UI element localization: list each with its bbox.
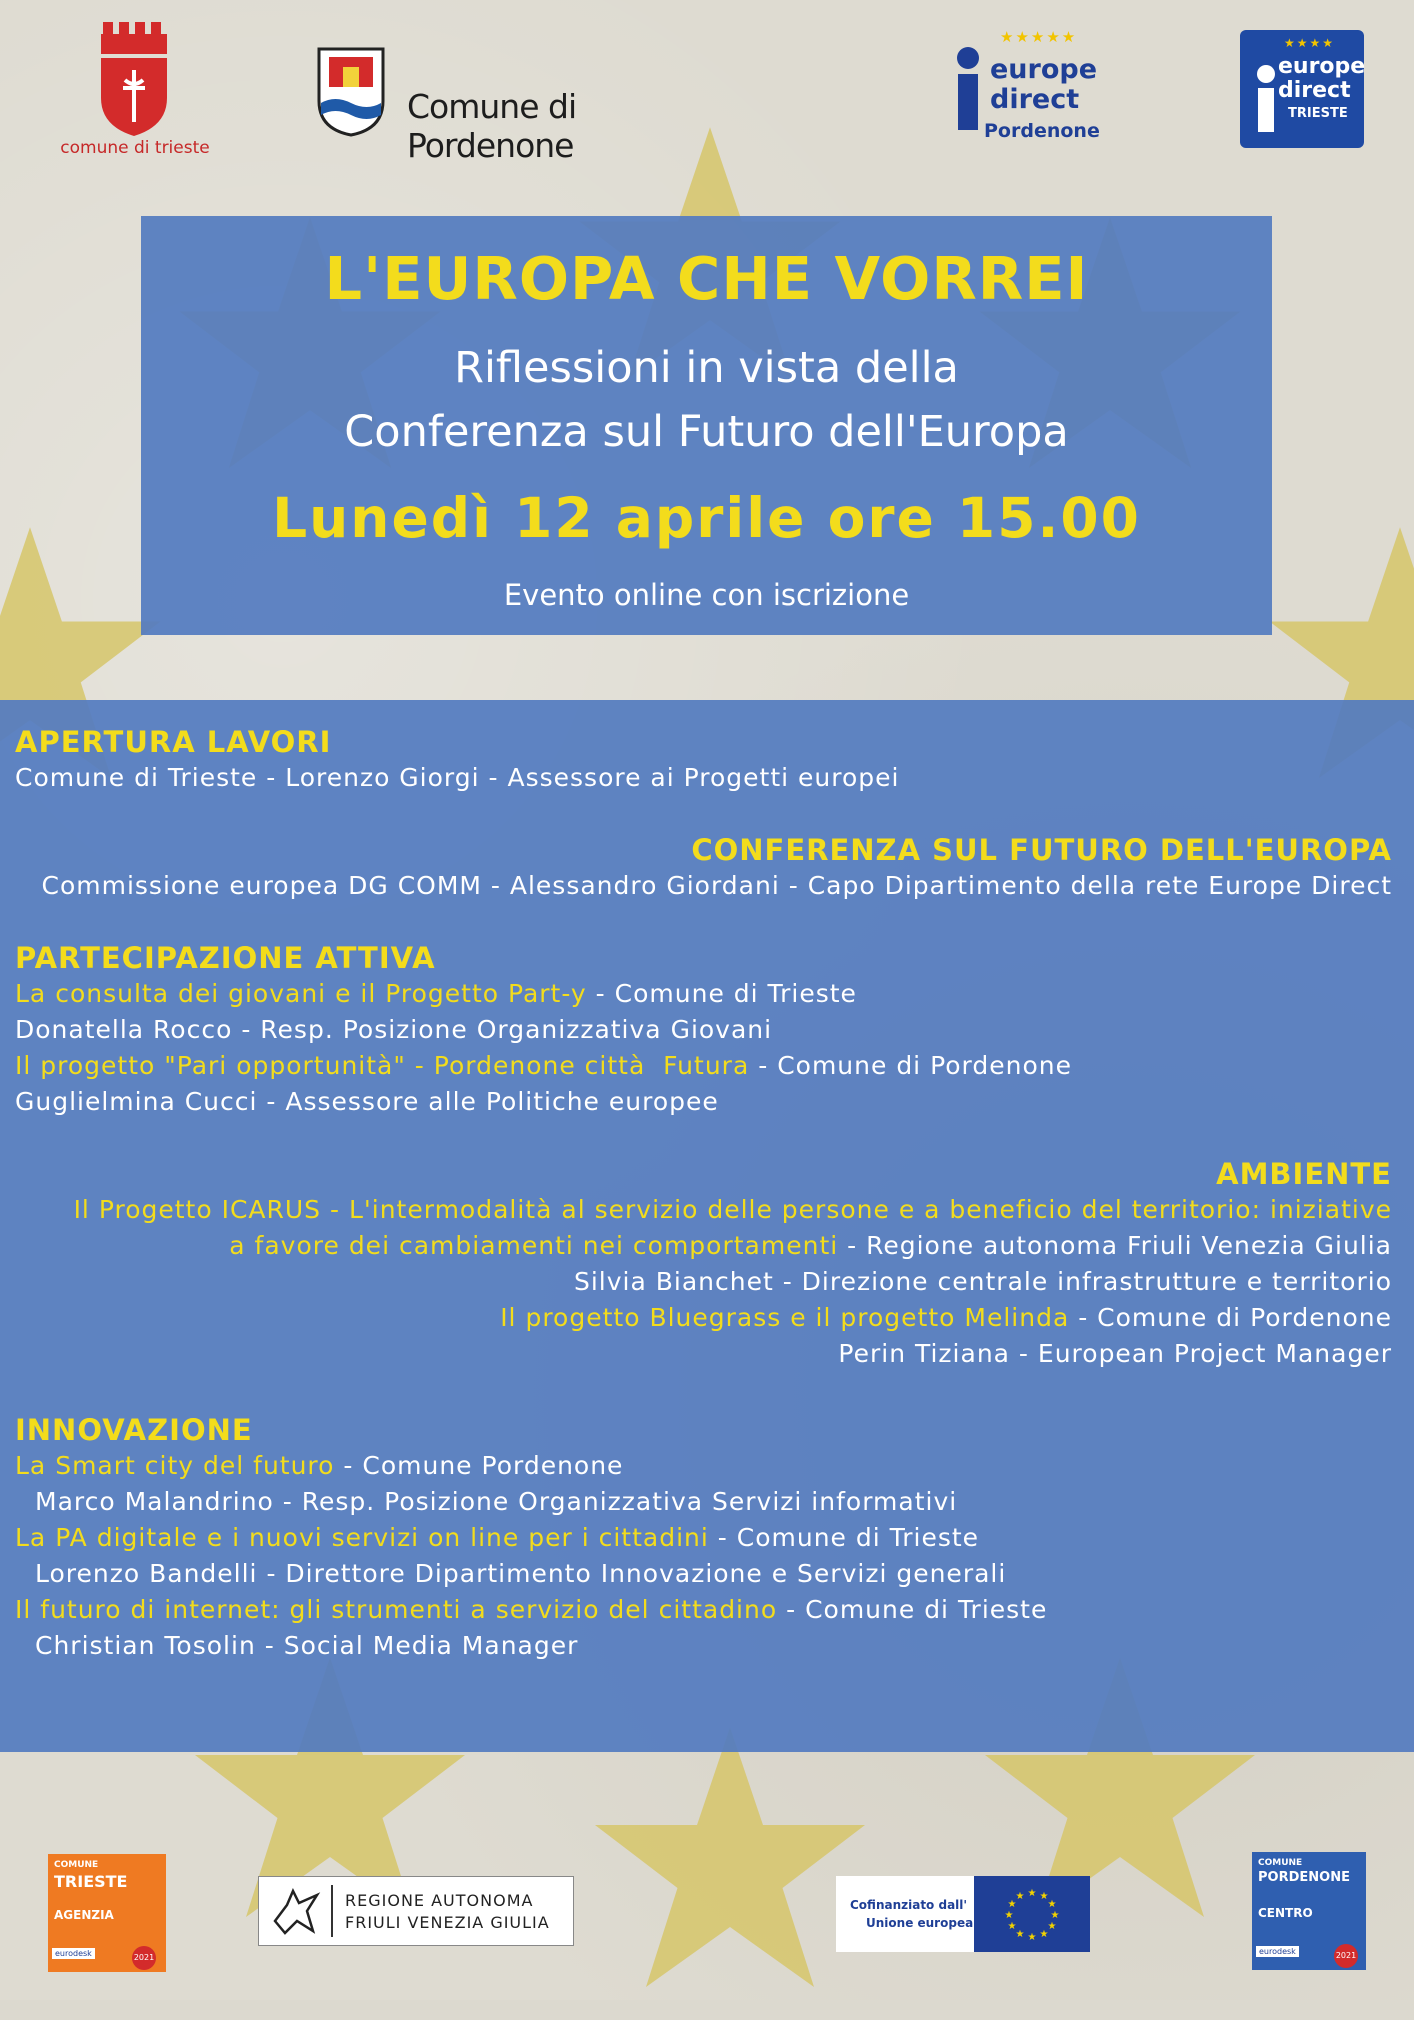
item-title: La consulta dei giovani e il Progetto Part-y <box>15 979 587 1008</box>
ed-stars-icon: ★★★★ <box>1284 36 1335 50</box>
svg-text:★: ★ <box>1028 1888 1037 1899</box>
ed-trieste-line1: europe <box>1278 54 1365 79</box>
svg-text:★: ★ <box>1040 1891 1049 1902</box>
program-item <box>15 976 1392 1012</box>
section-heading: AMBIENTE <box>15 1156 1392 1192</box>
section-heading: PARTECIPAZIONE ATTIVA <box>15 940 1392 976</box>
svg-text:★: ★ <box>1048 1921 1057 1932</box>
program-panel <box>0 700 1414 1752</box>
item-org: - Comune Pordenone <box>334 1451 623 1480</box>
ed-stars-icon: ★★★★★ <box>1000 28 1077 46</box>
star-decoration-icon <box>570 1720 890 2020</box>
program-line: Comune di Trieste - Lorenzo Giorgi - Assessore ai Progetti europei <box>15 760 1392 796</box>
europe-direct-i-icon <box>1252 64 1280 134</box>
divider <box>331 1885 333 1937</box>
item-title: Il futuro di internet: gli strumenti a servizio del cittadino <box>15 1595 777 1624</box>
item-person: Donatella Rocco - Resp. Posizione Organizzativa Giovani <box>15 1012 1392 1048</box>
svg-text:★: ★ <box>1008 1899 1017 1910</box>
svg-text:★: ★ <box>1016 1891 1025 1902</box>
section-apertura <box>15 724 1392 796</box>
program-line: Commissione europea DG COMM - Alessandro Giordani - Capo Dipartimento della rete Europe Direct <box>15 868 1392 904</box>
item-title: Il progetto "Pari opportunità" - Pordenone città Futura <box>15 1051 749 1080</box>
ed-trieste-line2: direct <box>1278 78 1351 103</box>
svg-text:★: ★ <box>1016 1929 1025 1940</box>
centro-l2: PORDENONE <box>1258 1870 1350 1885</box>
ed-pordenone-line1: europe <box>990 54 1097 85</box>
event-subtitle-line1: Riflessioni in vista della <box>141 336 1272 400</box>
agenzia-year: 2021 <box>132 1946 156 1970</box>
event-subtitle-line2: Conferenza sul Futuro dell'Europa <box>141 400 1272 464</box>
item-org: - Comune di Trieste <box>587 979 857 1008</box>
svg-text:★: ★ <box>1028 1932 1037 1943</box>
program-item <box>15 1592 1392 1628</box>
item-title: La Smart city del futuro <box>15 1451 334 1480</box>
item-person: Christian Tosolin - Social Media Manager <box>15 1628 1392 1664</box>
regione-fvg-logo <box>258 1876 574 1946</box>
agenzia-l2: TRIESTE <box>54 1872 127 1891</box>
item-title: Il progetto Bluegrass e il progetto Melinda <box>500 1303 1069 1332</box>
svg-text:★: ★ <box>1005 1910 1014 1921</box>
agenzia-trieste-logo <box>48 1854 166 1972</box>
centro-l1: COMUNE <box>1258 1858 1302 1868</box>
centro-badge: eurodesk <box>1256 1946 1299 1957</box>
regione-l1: REGIONE AUTONOMA <box>345 1891 533 1910</box>
program-item <box>15 1448 1392 1484</box>
event-subtitle <box>141 336 1272 464</box>
comune-pordenone-logo <box>315 45 735 140</box>
item-org: - Comune di Pordenone <box>749 1051 1072 1080</box>
event-header <box>141 216 1272 635</box>
item-org: - Comune di Trieste <box>709 1523 979 1552</box>
eu-flag-icon <box>974 1876 1090 1952</box>
eu-cofinanced-logo <box>836 1876 1090 1952</box>
item-org: - Regione autonoma Friuli Venezia Giulia <box>838 1231 1392 1260</box>
agenzia-badge: eurodesk <box>52 1948 95 1959</box>
centro-l3: CENTRO <box>1258 1906 1313 1920</box>
ed-pordenone-city: Pordenone <box>984 120 1100 142</box>
item-title: a favore dei cambiamenti nei comportamenti <box>229 1231 838 1260</box>
centro-pordenone-logo <box>1252 1852 1366 1970</box>
svg-text:★: ★ <box>1051 1910 1060 1921</box>
event-date: Lunedì 12 aprile ore 15.00 <box>141 486 1272 550</box>
ed-trieste-city: TRIESTE <box>1288 106 1348 121</box>
europe-direct-trieste-logo <box>1240 30 1364 148</box>
europe-direct-pordenone-logo <box>950 28 1120 148</box>
item-title: La PA digitale e i nuovi servizi on line per i cittadini <box>15 1523 709 1552</box>
item-person: Marco Malandrino - Resp. Posizione Organizzativa Servizi informativi <box>15 1484 1392 1520</box>
europe-direct-i-icon <box>950 44 986 134</box>
agenzia-l1: COMUNE <box>54 1860 98 1870</box>
eu-l2: Unione europea <box>866 1916 973 1930</box>
event-note: Evento online con iscrizione <box>141 578 1272 612</box>
eagle-icon <box>267 1881 327 1941</box>
section-innovazione <box>15 1412 1392 1664</box>
section-conferenza <box>15 832 1392 904</box>
program-item <box>15 1520 1392 1556</box>
pordenone-logo-text: Comune di Pordenone <box>407 87 735 165</box>
program-item <box>15 1048 1392 1084</box>
section-partecipazione <box>15 940 1392 1120</box>
ed-pordenone-line2: direct <box>990 84 1079 115</box>
pordenone-coat-of-arms-icon <box>315 45 387 137</box>
agenzia-l3: AGENZIA <box>54 1908 114 1922</box>
regione-l2: FRIULI VENEZIA GIULIA <box>345 1913 550 1932</box>
section-ambiente <box>15 1156 1392 1372</box>
svg-text:★: ★ <box>1008 1921 1017 1932</box>
item-title: Il Progetto ICARUS - L'intermodalità al servizio delle persone e a beneficio del territorio: iniziative <box>15 1192 1392 1228</box>
event-title: L'EUROPA CHE VORREI <box>141 244 1272 313</box>
item-person: Lorenzo Bandelli - Direttore Dipartimento Innovazione e Servizi generali <box>15 1556 1392 1592</box>
section-heading: INNOVAZIONE <box>15 1412 1392 1448</box>
item-person: Guglielmina Cucci - Assessore alle Politiche europee <box>15 1084 1392 1120</box>
item-org: - Comune di Pordenone <box>1069 1303 1392 1332</box>
item-person: Silvia Bianchet - Direzione centrale infrastrutture e territorio <box>15 1264 1392 1300</box>
comune-trieste-logo <box>40 18 230 163</box>
item-person: Perin Tiziana - European Project Manager <box>15 1336 1392 1372</box>
section-heading: CONFERENZA SUL FUTURO DELL'EUROPA <box>15 832 1392 868</box>
trieste-coat-of-arms-icon <box>95 18 175 138</box>
item-org: - Comune di Trieste <box>777 1595 1047 1624</box>
centro-year: 2021 <box>1334 1944 1358 1968</box>
trieste-logo-text: comune di trieste <box>40 138 230 158</box>
eu-l1: Cofinanziato dall' <box>850 1898 967 1912</box>
program-item <box>15 1228 1392 1264</box>
svg-text:★: ★ <box>1040 1929 1049 1940</box>
svg-text:★: ★ <box>1048 1899 1057 1910</box>
program-item <box>15 1300 1392 1336</box>
section-heading: APERTURA LAVORI <box>15 724 1392 760</box>
